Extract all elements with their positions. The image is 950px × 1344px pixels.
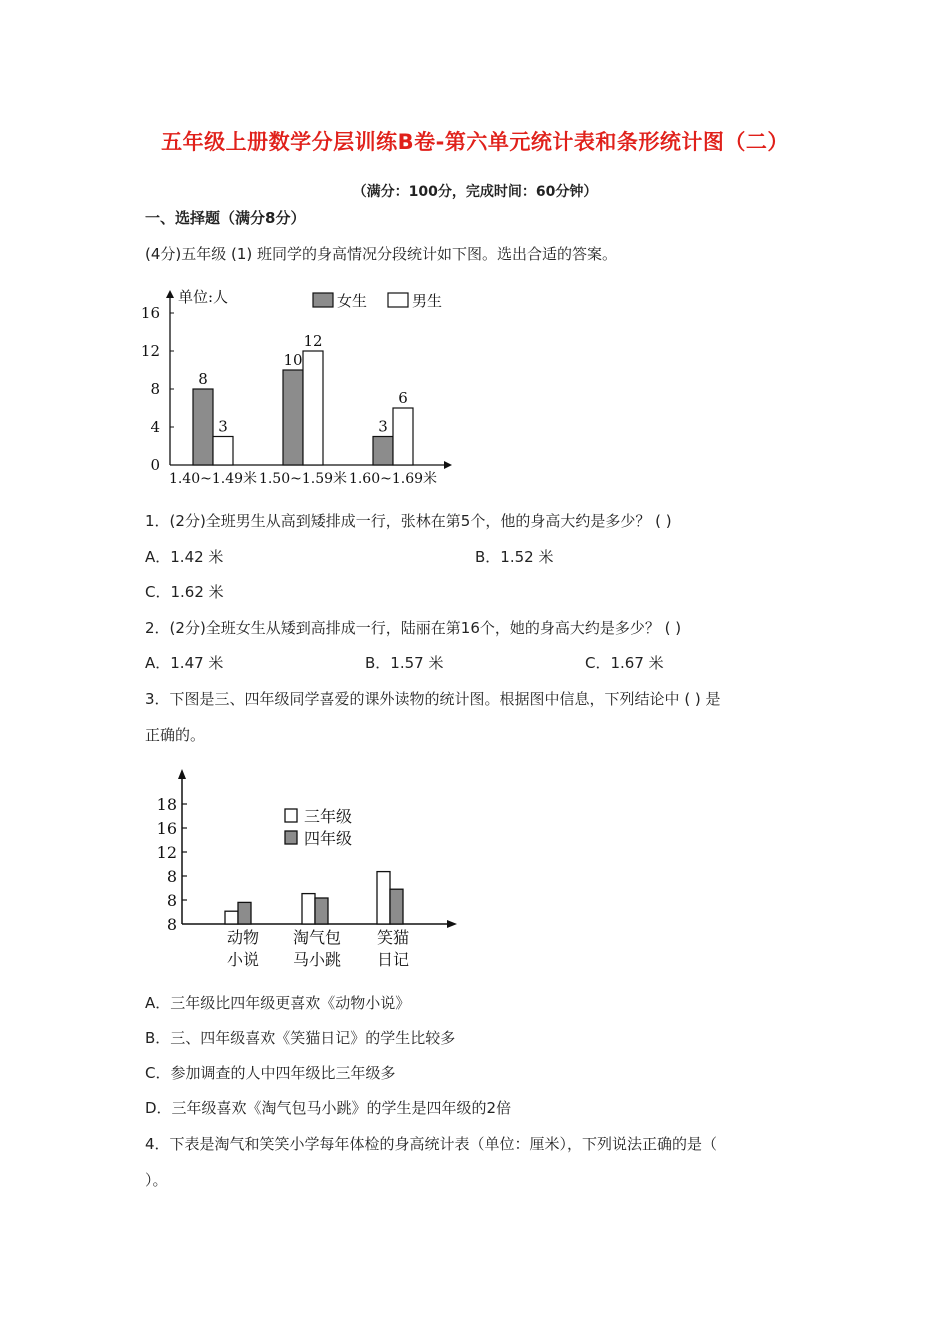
q1-option-c[interactable]: C．1.62 米 xyxy=(145,583,224,601)
bar xyxy=(390,889,403,924)
reading-bar-chart xyxy=(145,765,465,975)
legend-label: 男生 xyxy=(412,292,443,310)
y-axis-label: 单位:人 xyxy=(178,288,229,306)
data-label: 3 xyxy=(378,417,388,436)
y-tick-label: 4 xyxy=(150,418,160,436)
data-label: 12 xyxy=(303,332,323,350)
question-4-text-cont: ）。 xyxy=(145,1171,168,1189)
data-label: 10 xyxy=(283,351,303,369)
q2-option-c[interactable]: C．1.67 米 xyxy=(585,654,664,672)
y-tick-label: 16 xyxy=(156,819,177,838)
y-tick-label: 12 xyxy=(140,342,160,360)
q3-option-d[interactable]: D．三年级喜欢《淘气包马小跳》的学生是四年级的2倍 xyxy=(145,1099,512,1117)
y-tick-label: 8 xyxy=(150,380,160,398)
bar xyxy=(225,911,238,924)
y-tick-label: 16 xyxy=(140,304,160,322)
q3-option-c[interactable]: C．参加调查的人中四年级比三年级多 xyxy=(145,1064,396,1082)
bar xyxy=(373,437,393,466)
bar xyxy=(283,370,303,465)
data-label: 3 xyxy=(218,417,228,436)
data-label: 8 xyxy=(198,370,208,388)
section-heading: 一、选择题（满分8分） xyxy=(145,209,306,227)
question-2-text: 2．(2分)全班女生从矮到高排成一行，陆丽在第16个，她的身高大约是多少？ ( ) xyxy=(145,619,682,637)
question-4-text: 4．下表是淘气和笑笑小学每年体检的身高统计表（单位：厘米），下列说法正确的是（ xyxy=(145,1135,718,1153)
legend-swatch xyxy=(388,293,408,307)
q2-option-b[interactable]: B．1.57 米 xyxy=(365,654,444,672)
legend-swatch xyxy=(313,293,333,307)
y-tick-label: 8 xyxy=(166,891,177,910)
question-intro: (4分)五年级 (1) 班同学的身高情况分段统计如下图。选出合适的答案。 xyxy=(145,245,618,263)
y-tick-label: 8 xyxy=(166,867,177,886)
y-tick-label: 0 xyxy=(150,456,160,474)
data-label: 6 xyxy=(398,389,408,407)
x-tick-label: 动物 xyxy=(226,928,260,947)
exam-meta: （满分：100分，完成时间：60分钟） xyxy=(352,184,598,200)
page-title: 五年级上册数学分层训练B卷-第六单元统计表和条形统计图（二） xyxy=(161,130,789,154)
legend-label: 四年级 xyxy=(304,829,353,848)
q2-option-a[interactable]: A．1.47 米 xyxy=(145,654,224,672)
x-axis-arrow xyxy=(444,461,452,469)
x-tick-label: 马小跳 xyxy=(292,950,342,969)
x-tick-label: 1.50~1.59米 xyxy=(258,471,348,487)
bar xyxy=(302,894,315,924)
bar xyxy=(303,351,323,465)
x-tick-label: 1.60~1.69米 xyxy=(348,471,438,487)
q3-option-a[interactable]: A．三年级比四年级更喜欢《动物小说》 xyxy=(145,994,411,1012)
bar xyxy=(377,872,390,924)
question-1-text: 1．(2分)全班男生从高到矮排成一行，张林在第5个，他的身高大约是多少？ ( ) xyxy=(145,512,672,530)
y-tick-label: 8 xyxy=(166,915,177,934)
legend-label: 女生 xyxy=(337,292,368,310)
bar xyxy=(193,389,213,465)
y-tick-label: 18 xyxy=(156,795,177,814)
legend-swatch xyxy=(285,809,297,822)
legend-swatch xyxy=(285,831,297,844)
bar xyxy=(315,898,328,924)
x-axis-arrow xyxy=(447,920,457,928)
x-tick-label: 笑猫 xyxy=(376,928,410,947)
x-tick-label: 小说 xyxy=(226,950,260,969)
x-tick-label: 1.40~1.49米 xyxy=(168,471,258,487)
y-axis-arrow xyxy=(178,769,186,779)
legend-label: 三年级 xyxy=(304,807,353,826)
x-tick-label: 日记 xyxy=(376,950,410,969)
y-axis-arrow xyxy=(166,290,174,298)
x-tick-label: 淘气包 xyxy=(292,928,342,947)
bar xyxy=(238,902,251,924)
y-tick-label: 12 xyxy=(156,843,177,862)
q1-option-a[interactable]: A．1.42 米 xyxy=(145,548,224,566)
question-3-text-cont: 正确的。 xyxy=(145,726,206,744)
bar xyxy=(393,408,413,465)
q1-option-b[interactable]: B．1.52 米 xyxy=(475,548,554,566)
question-3-text: 3．下图是三、四年级同学喜爱的课外读物的统计图。根据图中信息，下列结论中 ( ) 是 xyxy=(145,690,721,708)
height-bar-chart xyxy=(140,282,470,492)
q3-option-b[interactable]: B．三、四年级喜欢《笑猫日记》的学生比较多 xyxy=(145,1029,456,1047)
bar xyxy=(213,437,233,466)
